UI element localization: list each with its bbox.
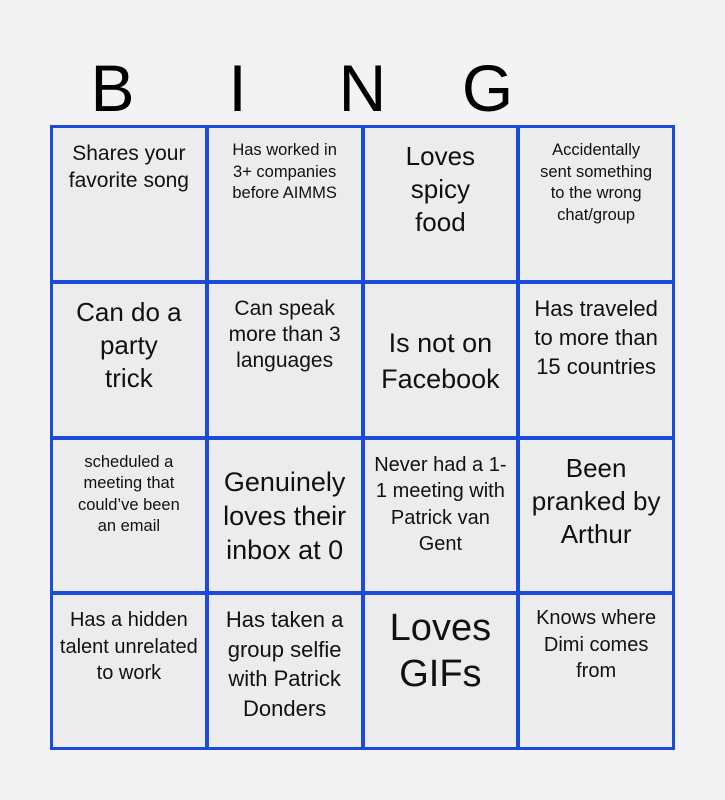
- bingo-cell[interactable]: [209, 284, 361, 436]
- bingo-cell-text: Loves GIFs: [389, 607, 492, 696]
- bingo-cell-text: Has worked in 3+ companies before AIMMS: [232, 141, 337, 202]
- bingo-cell-text: Can do a party trick: [76, 296, 182, 393]
- bingo-grid: [50, 125, 675, 750]
- bingo-cell-text: Knows where Dimi comes from: [536, 607, 657, 683]
- bingo-cell[interactable]: [365, 595, 517, 747]
- header-letter-n: N: [338, 51, 387, 125]
- bingo-cell-text: scheduled a meeting that could’ve been an email: [77, 452, 180, 535]
- bingo-cell[interactable]: [209, 440, 361, 592]
- bingo-cell-text: Never had a 1-1 meeting with Patrick van Gent: [374, 453, 507, 555]
- bingo-cell-text: Can speak more than 3 languages: [228, 296, 341, 372]
- header-letter-g: G: [461, 51, 514, 125]
- bingo-cell[interactable]: [365, 128, 517, 280]
- bingo-cell[interactable]: [53, 595, 205, 747]
- bingo-cell-text: Has a hidden talent unrelated to work: [59, 609, 198, 685]
- bingo-cell[interactable]: [209, 595, 361, 747]
- bingo-cell-text: Genuinely loves their inbox at 0: [223, 466, 347, 565]
- bingo-cell[interactable]: [53, 440, 205, 592]
- bingo-cell-text: Been pranked by Arthur: [531, 452, 661, 549]
- header-letter-o: [550, 52, 675, 124]
- bingo-cell[interactable]: [53, 284, 205, 436]
- bingo-cell-text: Loves spicy food: [405, 141, 476, 237]
- bingo-cell[interactable]: [209, 128, 361, 280]
- header-letter-b: B: [90, 51, 135, 125]
- bingo-cell-text: Shares your favorite song: [68, 142, 189, 192]
- bingo-cell[interactable]: [365, 284, 517, 436]
- bingo-cell-text: Has taken a group selfie with Patrick Donders: [225, 607, 344, 721]
- bingo-cell-text: Accidentally sent something to the wrong chat/group: [540, 141, 653, 224]
- bingo-cell[interactable]: [53, 128, 205, 280]
- bingo-cell[interactable]: [365, 440, 517, 592]
- header-letter-i: I: [228, 51, 247, 125]
- bingo-cell-text: Has traveled to more than 15 countries: [534, 295, 658, 379]
- bingo-cell[interactable]: [520, 595, 672, 747]
- bingo-cell[interactable]: [520, 284, 672, 436]
- bingo-cell[interactable]: [520, 440, 672, 592]
- bingo-header: [50, 52, 675, 124]
- bingo-cell-text: Is not on Facebook: [381, 327, 500, 394]
- bingo-cell[interactable]: [520, 128, 672, 280]
